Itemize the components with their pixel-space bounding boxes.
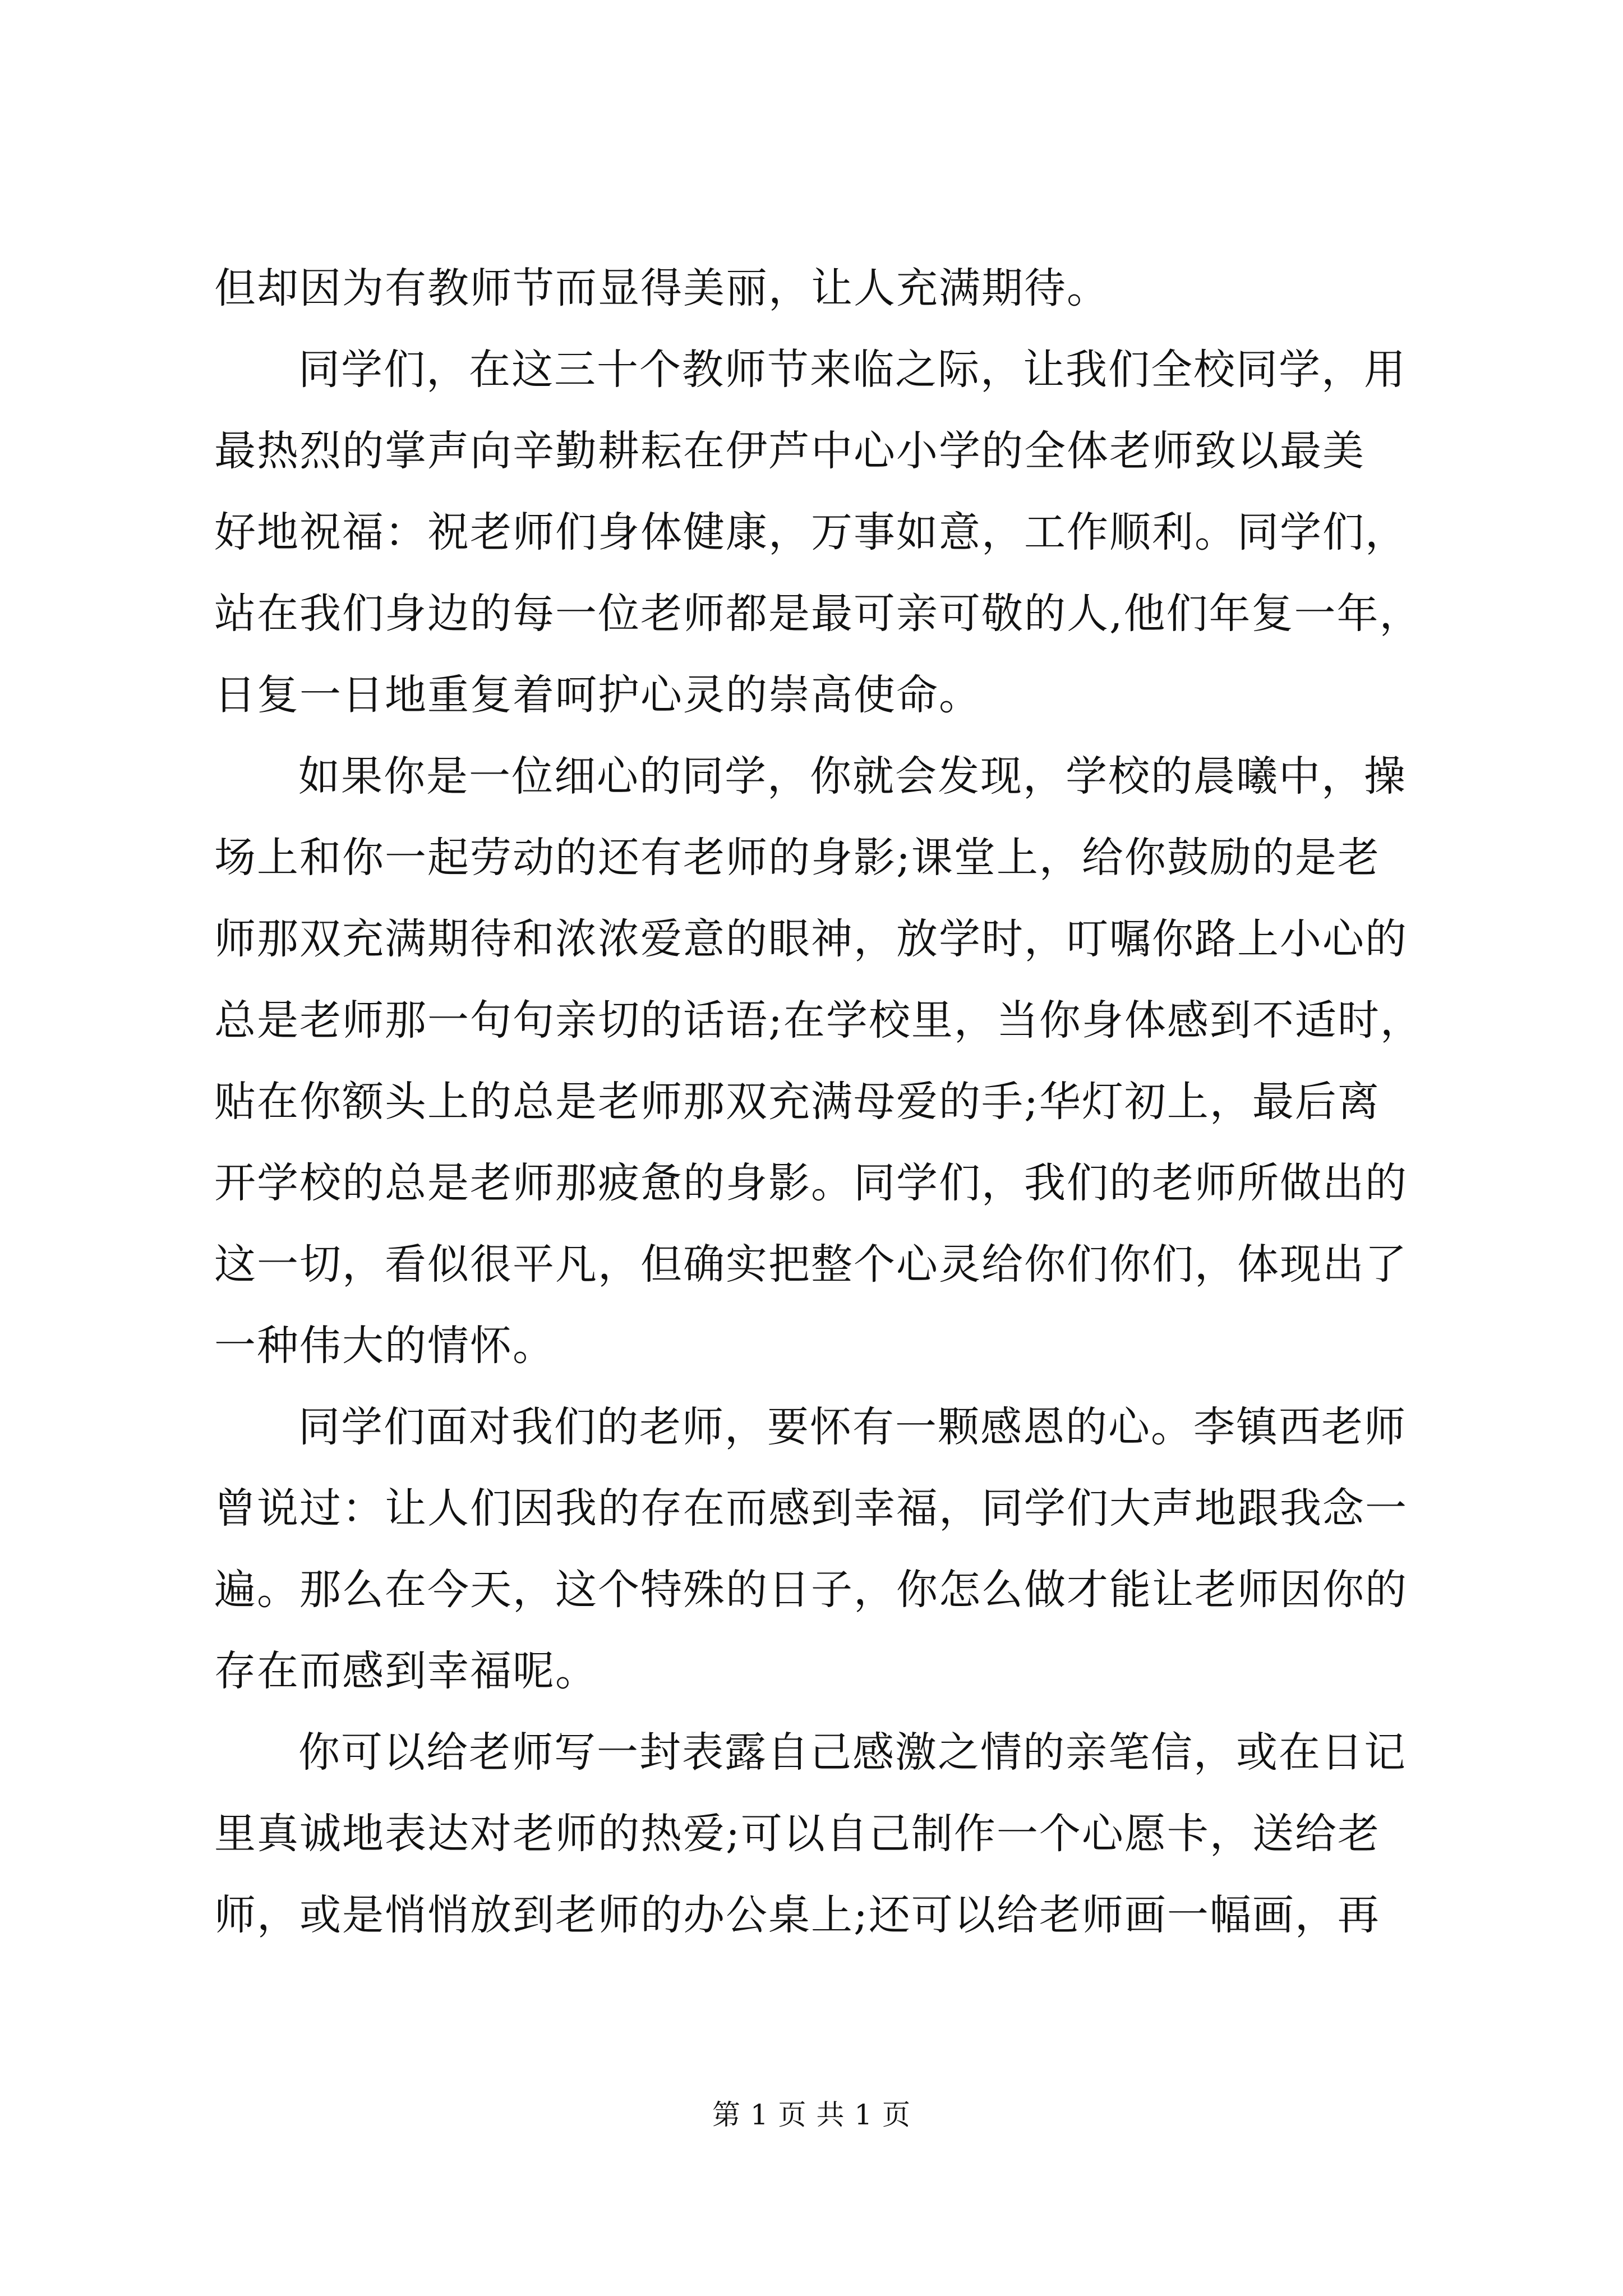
text-line: 里真诚地表达对老师的热爱;可以自己制作一个心愿卡，送给老 xyxy=(214,1810,1380,1858)
text-line: 一种伟大的情怀。 xyxy=(214,1322,555,1370)
text-line: 场上和你一起劳动的还有老师的身影;课堂上，给你鼓励的是老 xyxy=(214,834,1380,882)
text-line: 站在我们身边的每一位老师都是最可亲可敬的人,他们年复一年， xyxy=(214,590,1422,638)
text-line: 这一切，看似很平凡，但确实把整个心灵给你们你们，体现出了 xyxy=(214,1240,1408,1289)
paragraph-first-line: 你可以给老师写一封表露自己感激之情的亲笔信，或在日记 xyxy=(298,1728,1407,1777)
page-footer xyxy=(0,2095,1623,2134)
text-line: 开学校的总是老师那疲惫的身影。同学们，我们的老师所做出的 xyxy=(214,1159,1408,1207)
text-line: 曾说过：让人们因我的存在而感到幸福，同学们大声地跟我念一 xyxy=(214,1484,1408,1533)
paragraph-first-line: 如果你是一位细心的同学，你就会发现，学校的晨曦中，操 xyxy=(298,752,1407,800)
text-line: 好地祝福：祝老师们身体健康，万事如意，工作顺利。同学们， xyxy=(214,508,1408,556)
document-body xyxy=(214,248,1426,1956)
text-line: 最热烈的掌声向辛勤耕耘在伊芦中心小学的全体老师致以最美 xyxy=(214,427,1365,475)
text-line: 总是老师那一句句亲切的话语;在学校里，当你身体感到不适时， xyxy=(214,996,1423,1045)
paragraph-first-line: 同学们面对我们的老师，要怀有一颗感恩的心。李镇西老师 xyxy=(298,1403,1407,1451)
text-line: 日复一日地重复着呵护心灵的崇高使命。 xyxy=(214,671,981,719)
page-number-label: 第 1 页 共 1 页 xyxy=(712,2099,911,2131)
text-line: 但却因为有教师节而显得美丽，让人充满期待。 xyxy=(214,264,1109,312)
paragraph-first-line: 同学们，在这三十个教师节来临之际，让我们全校同学，用 xyxy=(298,346,1407,394)
text-line: 存在而感到幸福呢。 xyxy=(214,1647,598,1695)
text-line: 遍。那么在今天，这个特殊的日子，你怎么做才能让老师因你的 xyxy=(214,1566,1408,1614)
text-line: 师，或是悄悄放到老师的办公桌上;还可以给老师画一幅画，再 xyxy=(214,1891,1380,1939)
text-line: 师那双充满期待和浓浓爱意的眼神，放学时，叮嘱你路上小心的 xyxy=(214,915,1408,963)
text-line: 贴在你额头上的总是老师那双充满母爱的手;华灯初上，最后离 xyxy=(214,1078,1380,1126)
